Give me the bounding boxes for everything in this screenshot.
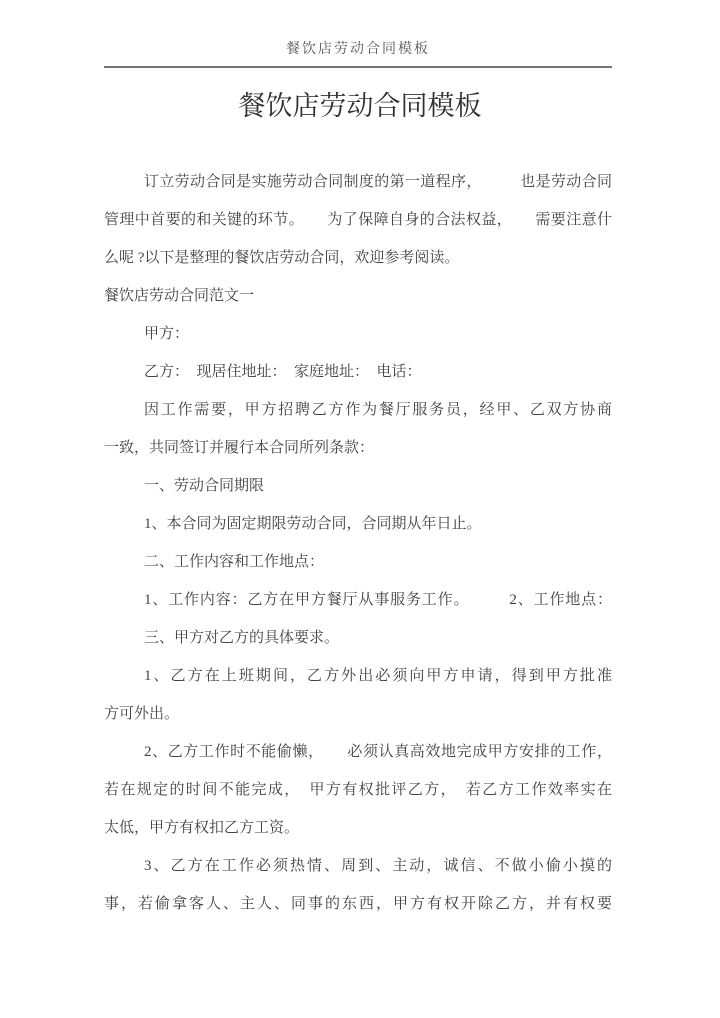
text-line: 3、乙方在工作必须热情、周到、主动，诚信、不做小偷小摸的 — [144, 858, 612, 874]
header-rule — [104, 66, 612, 68]
text-line: 一致，共同签订并履行本合同所列条款： — [104, 440, 375, 456]
text-line: 么呢 ?以下是整理的餐饮店劳动合同，欢迎参考阅读。 — [104, 250, 460, 266]
text-line: 1、乙方在上班期间，乙方外出必须向甲方申请，得到甲方批准 — [144, 668, 612, 684]
party-a-line: 甲方： — [144, 326, 190, 342]
text-line: 方可外出。 — [104, 706, 180, 722]
clause-heading: 一、劳动合同期限 — [144, 478, 265, 494]
section-heading: 餐饮店劳动合同范文一 — [104, 288, 255, 304]
document-title: 餐饮店劳动合同模板 — [238, 91, 482, 121]
text-line: 太低，甲方有权扣乙方工资。 — [104, 820, 300, 836]
clause-heading: 二、工作内容和工作地点： — [144, 554, 325, 570]
text-line: 因工作需要，甲方招聘乙方作为餐厅服务员，经甲、乙双方协商 — [144, 402, 612, 418]
text-line: 1、工作内容：乙方在甲方餐厅从事服务工作。 2、工作地点： — [144, 592, 612, 608]
page-header-text: 餐饮店劳动合同模板 — [286, 42, 430, 57]
text-line: 事，若偷拿客人、主人、同事的东西，甲方有权开除乙方，并有权要 — [104, 896, 612, 912]
text-line: 若在规定的时间不能完成， 甲方有权批评乙方， 若乙方工作效率实在 — [104, 782, 612, 798]
contract-body — [104, 163, 612, 923]
clause-heading: 三、甲方对乙方的具体要求。 — [144, 630, 340, 646]
text-line: 订立劳动合同是实施劳动合同制度的第一道程序， 也是劳动合同 — [144, 174, 612, 190]
text-line: 1、本合同为固定期限劳动合同，合同期从年日止。 — [144, 516, 482, 532]
text-line: 管理中首要的和关键的环节。 为了保障自身的合法权益， 需要注意什 — [104, 212, 612, 228]
text-line: 2、乙方工作时不能偷懒， 必须认真高效地完成甲方安排的工作， — [144, 744, 612, 760]
party-b-line: 乙方： 现居住地址： 家庭地址： 电话： — [144, 364, 422, 380]
